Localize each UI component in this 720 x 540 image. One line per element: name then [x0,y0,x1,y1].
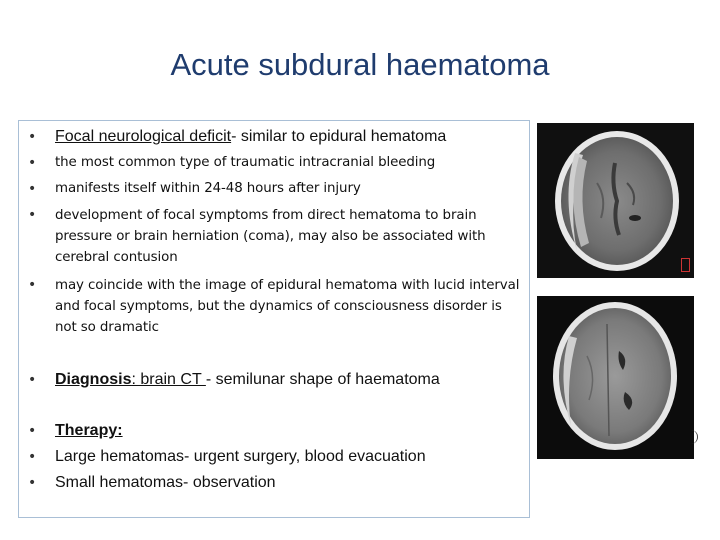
bullet-text: development of focal symptoms from direct hematoma to brain pressure or brain herniation (coma), may also be associated with cerebral contusion [55,208,486,265]
bullet-text: Large hematomas- urgent surgery, blood evacuation [55,448,426,465]
slide-title: Acute subdural haematoma [170,47,550,82]
ct-brain-scan-icon [537,296,694,459]
bullet-text: may coincide with the image of epidural hematoma with lucid interval and focal symptoms, but the dynamics of consciousness disorder is not so dramatic [55,278,520,335]
edge-decoration [689,430,698,444]
bullet-heading-therapy: Therapy: [55,422,123,439]
scale-marker-icon [681,258,690,272]
bullet-heading-focal: Focal neurological deficit [55,128,232,145]
bullet-marker: • [28,277,37,293]
bullet-text: - similar to epidural hematoma [231,128,447,145]
bullet-marker: • [28,181,37,197]
ct-scan-lower [537,296,694,459]
bullet-marker: • [28,372,37,388]
bullet-text: Small hematomas- observation [55,474,276,491]
bullet-text: the most common type of traumatic intracranial bleeding [55,155,436,170]
bullet-text: - semilunar shape of haematoma [205,371,440,388]
bullet-marker: • [28,155,37,171]
bullet-text: manifests itself within 24-48 hours after injury [55,181,361,196]
bullet-text: : brain CT [131,371,206,388]
bullet-marker: • [28,207,37,223]
bullet-marker: • [28,423,37,439]
bullet-marker: • [28,449,37,465]
bullet-marker: • [28,129,37,145]
ct-brain-scan-icon [537,123,694,278]
bullet-heading-diagnosis: Diagnosis [55,371,132,388]
content-box [18,120,530,518]
ct-scan-upper [537,123,694,278]
bullet-marker: • [28,475,37,491]
